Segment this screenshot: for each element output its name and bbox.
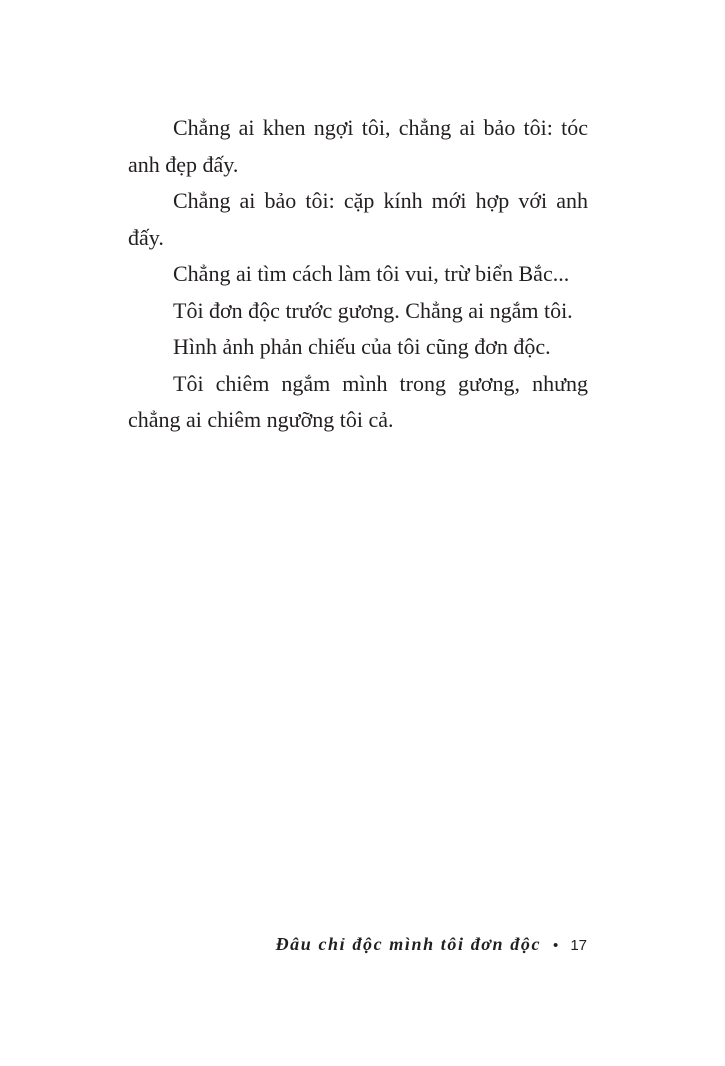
paragraph: Tôi đơn độc trước gương. Chẳng ai ngắm tôi. <box>173 297 573 323</box>
paragraph: Hình ảnh phản chiếu của tôi cũng đơn độc. <box>173 334 551 359</box>
running-title: Đâu chỉ độc mình tôi đơn độc <box>275 934 542 954</box>
paragraph: Chẳng ai bảo tôi: cặp kính mới hợp với anh đấy. <box>128 188 588 250</box>
paragraph: Tôi chiêm ngắm mình trong gương, nhưng chẳng ai chiêm ngưỡng tôi cả. <box>128 370 588 432</box>
paragraph: Chẳng ai tìm cách làm tôi vui, trừ biển Bắc... <box>173 261 570 286</box>
footer-separator: • <box>553 937 559 954</box>
page-footer <box>276 934 587 955</box>
page-number: 17 <box>570 937 587 954</box>
paragraph: Chẳng ai khen ngợi tôi, chẳng ai bảo tôi: tóc anh đẹp đấy. <box>128 115 588 177</box>
body-text <box>128 110 588 439</box>
